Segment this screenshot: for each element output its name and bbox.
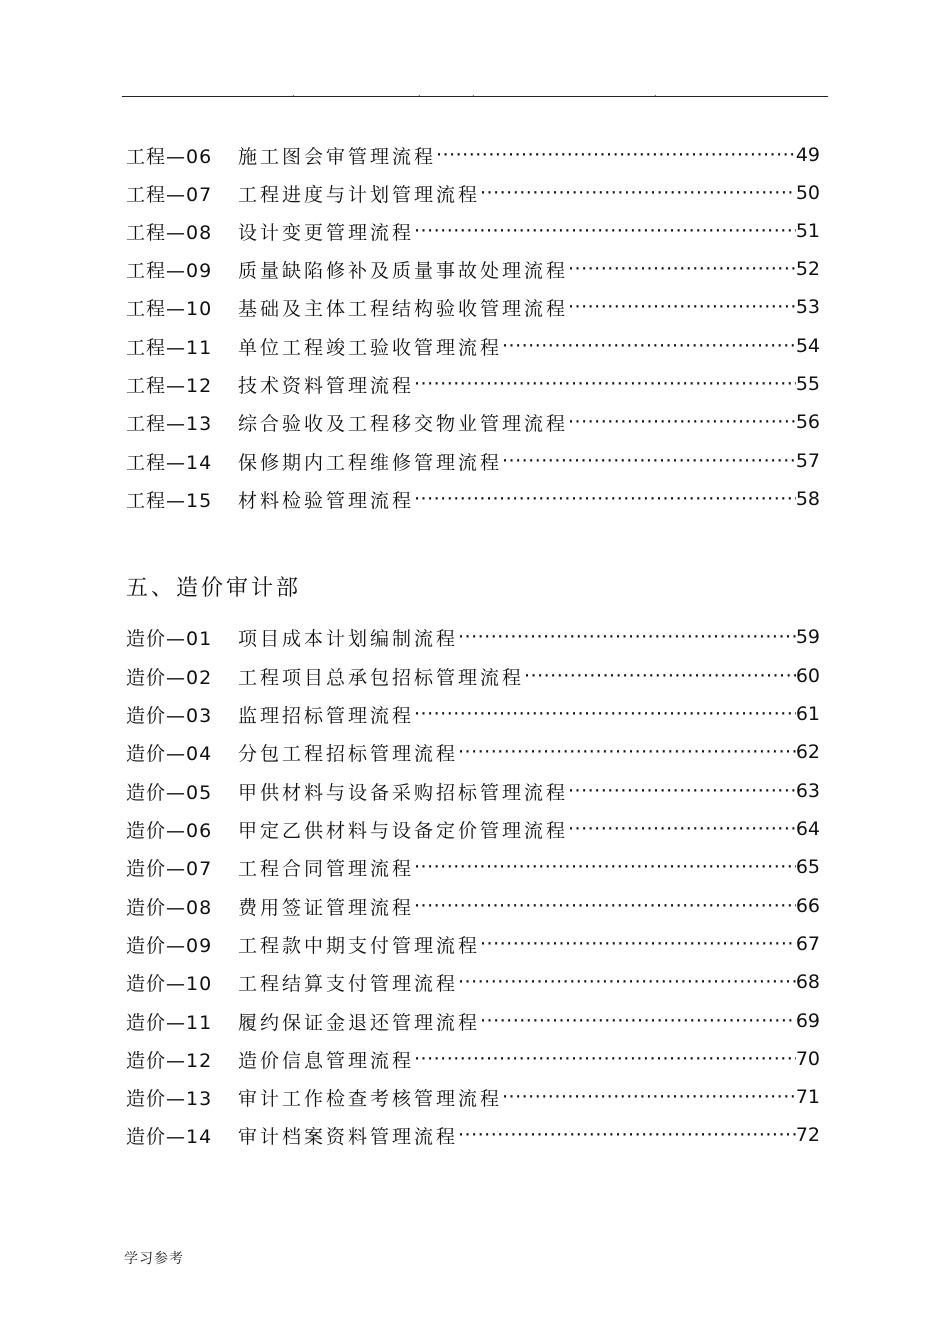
toc-dot-leader [568, 254, 796, 284]
toc-entry-title: 甲定乙供材料与设备定价管理流程 [238, 819, 569, 842]
toc-entry-title: 施工图会审管理流程 [238, 145, 437, 168]
toc-entry-page: 55 [795, 373, 820, 395]
toc-entry-title: 设计变更管理流程 [238, 221, 415, 244]
toc-entry-title: 综合验收及工程移交物业管理流程 [238, 412, 569, 435]
toc-entry-title: 审计档案资料管理流程 [238, 1125, 459, 1148]
toc-dot-leader [414, 891, 796, 921]
toc-entry-page: 61 [795, 703, 820, 725]
toc-entry-title: 单位工程竣工验收管理流程 [238, 336, 503, 359]
toc-entry[interactable] [126, 1044, 820, 1074]
toc-entry-code: 造价—05 [126, 781, 213, 804]
toc-entry-page: 69 [795, 1010, 820, 1032]
toc-entry[interactable] [126, 661, 820, 691]
toc-entry-code: 工程—09 [126, 259, 213, 282]
toc-entry[interactable] [126, 407, 820, 437]
toc-entry-code: 造价—02 [126, 666, 213, 689]
toc-entry[interactable] [126, 1082, 820, 1112]
toc-entry-code: 造价—04 [126, 742, 213, 765]
toc-entry-page: 59 [795, 626, 820, 648]
toc-entry[interactable] [126, 737, 820, 767]
toc-entry-page: 71 [795, 1086, 820, 1108]
toc-dot-leader [524, 661, 796, 691]
toc-dot-leader [480, 178, 796, 208]
toc-entry-title: 费用签证管理流程 [238, 896, 415, 919]
toc-entry-page: 51 [795, 220, 820, 242]
toc-entry-page: 64 [795, 818, 820, 840]
toc-dot-leader [458, 1120, 796, 1150]
toc-entry[interactable] [126, 699, 820, 729]
toc-entry-title: 项目成本计划编制流程 [238, 627, 459, 650]
toc-entry[interactable] [126, 484, 820, 514]
toc-entry-code: 工程—10 [126, 297, 213, 320]
toc-entry[interactable] [126, 622, 820, 652]
toc-entry-page: 50 [795, 182, 820, 204]
toc-entry-title: 监理招标管理流程 [238, 704, 415, 727]
toc-entry-title: 审计工作检查考核管理流程 [238, 1087, 503, 1110]
toc-dot-leader [414, 369, 796, 399]
toc-dot-leader [568, 407, 796, 437]
toc-entry-code: 工程—15 [126, 489, 213, 512]
toc-entry-code: 造价—12 [126, 1049, 213, 1072]
header-dot: . [654, 89, 657, 98]
toc-entry-code: 工程—06 [126, 145, 213, 168]
toc-dot-leader [502, 446, 796, 476]
toc-entry[interactable] [126, 1006, 820, 1036]
toc-entry-page: 53 [795, 296, 820, 318]
toc-entry-title: 工程进度与计划管理流程 [238, 183, 481, 206]
toc-entry[interactable] [126, 254, 820, 284]
toc-entry-code: 造价—14 [126, 1125, 213, 1148]
toc-entry-page: 60 [795, 665, 820, 687]
toc-entry-page: 58 [795, 488, 820, 510]
toc-dot-leader [414, 852, 796, 882]
toc-entry-code: 造价—09 [126, 934, 213, 957]
toc-dot-leader [568, 292, 796, 322]
header-dot: . [418, 89, 421, 98]
toc-entry-page: 54 [795, 335, 820, 357]
toc-entry-title: 基础及主体工程结构验收管理流程 [238, 297, 569, 320]
toc-entry-code: 造价—10 [126, 972, 213, 995]
toc-entry-page: 65 [795, 856, 820, 878]
toc-entry[interactable] [126, 852, 820, 882]
section-heading: 五、造价审计部 [126, 576, 302, 601]
toc-entry[interactable] [126, 178, 820, 208]
toc-entry-page: 70 [795, 1048, 820, 1070]
toc-entry-page: 63 [795, 780, 820, 802]
toc-entry-title: 履约保证金退还管理流程 [238, 1011, 481, 1034]
toc-entry-title: 工程结算支付管理流程 [238, 972, 459, 995]
toc-entry-title: 分包工程招标管理流程 [238, 742, 459, 765]
toc-entry-code: 工程—07 [126, 183, 213, 206]
toc-entry[interactable] [126, 929, 820, 959]
toc-entry-code: 造价—03 [126, 704, 213, 727]
toc-entry[interactable] [126, 446, 820, 476]
toc-entry-page: 72 [795, 1124, 820, 1146]
toc-entry-title: 甲供材料与设备采购招标管理流程 [238, 781, 569, 804]
toc-entry-page: 57 [795, 450, 820, 472]
toc-dot-leader [458, 622, 796, 652]
toc-entry-title: 材料检验管理流程 [238, 489, 415, 512]
footer-text: 学习参考 [124, 1251, 184, 1267]
toc-entry-code: 造价—07 [126, 857, 213, 880]
toc-entry[interactable] [126, 331, 820, 361]
toc-entry-code: 工程—14 [126, 451, 213, 474]
header-dot: . [292, 89, 295, 98]
toc-entry-title: 造价信息管理流程 [238, 1049, 415, 1072]
toc-entry-page: 56 [795, 411, 820, 433]
toc-dot-leader [414, 484, 796, 514]
toc-dot-leader [414, 1044, 796, 1074]
toc-dot-leader [480, 1006, 796, 1036]
toc-entry-page: 49 [795, 144, 820, 166]
toc-entry[interactable] [126, 1120, 820, 1150]
toc-entry[interactable] [126, 814, 820, 844]
header-rule [122, 96, 828, 97]
toc-entry[interactable] [126, 891, 820, 921]
toc-entry-code: 造价—01 [126, 627, 213, 650]
toc-dot-leader [458, 737, 796, 767]
toc-entry-page: 62 [795, 741, 820, 763]
toc-entry[interactable] [126, 776, 820, 806]
toc-entry-code: 工程—08 [126, 221, 213, 244]
toc-entry-page: 52 [795, 258, 820, 280]
toc-dot-leader [436, 140, 796, 170]
toc-entry-page: 67 [795, 933, 820, 955]
toc-entry-title: 技术资料管理流程 [238, 374, 415, 397]
toc-entry-code: 工程—12 [126, 374, 213, 397]
toc-entry-code: 造价—11 [126, 1011, 213, 1034]
toc-entry-title: 工程项目总承包招标管理流程 [238, 666, 525, 689]
toc-dot-leader [458, 967, 796, 997]
toc-dot-leader [502, 1082, 796, 1112]
toc-dot-leader [414, 699, 796, 729]
toc-dot-leader [568, 776, 796, 806]
toc-entry-page: 68 [795, 971, 820, 993]
toc-entry-title: 保修期内工程维修管理流程 [238, 451, 503, 474]
toc-entry[interactable] [126, 292, 820, 322]
toc-entry-code: 造价—13 [126, 1087, 213, 1110]
toc-dot-leader [502, 331, 796, 361]
header-dot: . [472, 89, 475, 98]
toc-entry-code: 工程—11 [126, 336, 213, 359]
toc-entry-title: 工程合同管理流程 [238, 857, 415, 880]
toc-dot-leader [414, 216, 796, 246]
toc-entry-title: 工程款中期支付管理流程 [238, 934, 481, 957]
toc-dot-leader [568, 814, 796, 844]
toc-entry[interactable] [126, 216, 820, 246]
toc-entry[interactable] [126, 140, 820, 170]
toc-entry[interactable] [126, 369, 820, 399]
toc-entry-title: 质量缺陷修补及质量事故处理流程 [238, 259, 569, 282]
toc-entry[interactable] [126, 967, 820, 997]
toc-entry-code: 造价—08 [126, 896, 213, 919]
toc-dot-leader [480, 929, 796, 959]
toc-entry-code: 造价—06 [126, 819, 213, 842]
toc-entry-code: 工程—13 [126, 412, 213, 435]
toc-entry-page: 66 [795, 895, 820, 917]
